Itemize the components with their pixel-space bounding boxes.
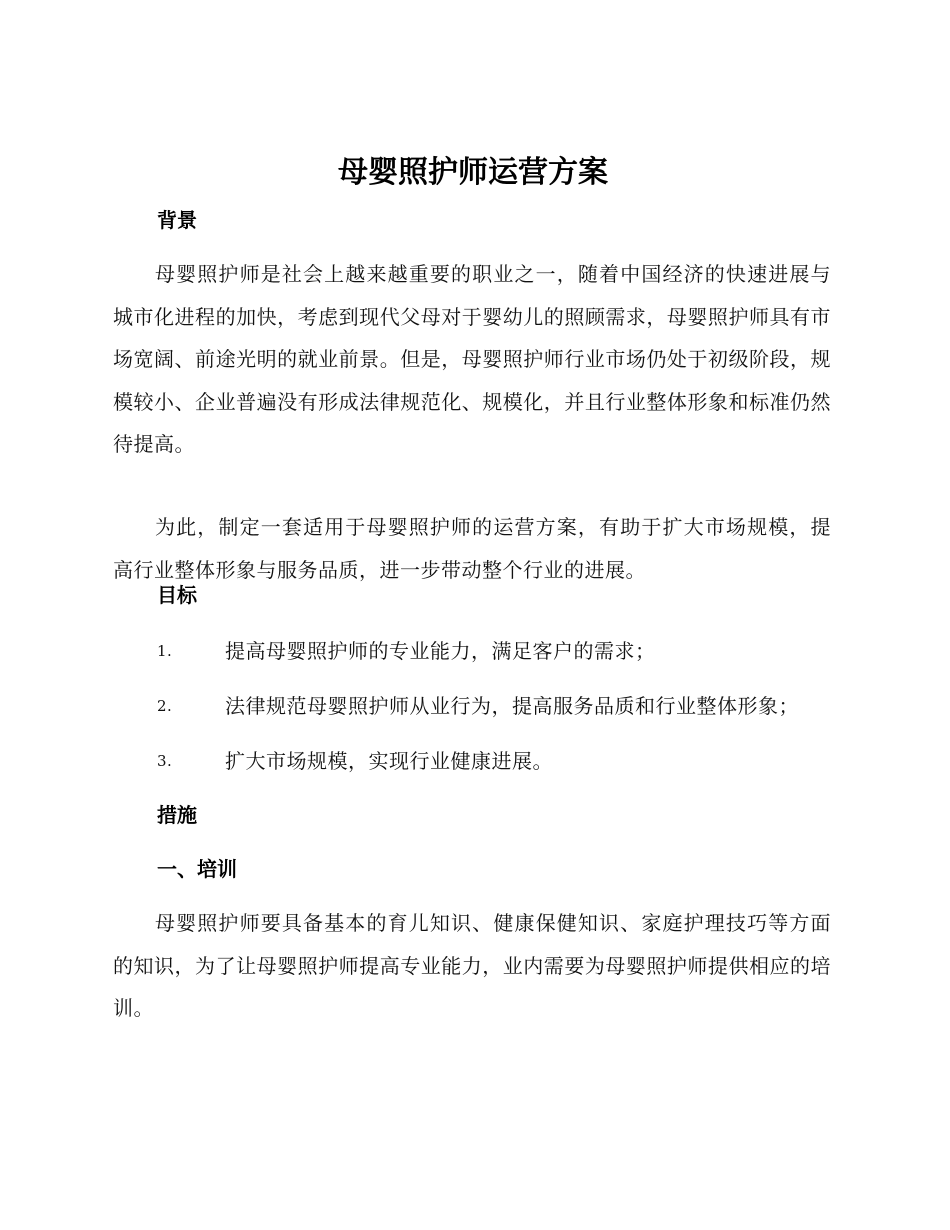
section-heading-background: 背景 — [157, 208, 197, 232]
subsection-heading-training: 一、培训 — [157, 857, 237, 881]
list-number: 2. — [157, 697, 173, 715]
training-paragraph-1: 母婴照护师要具备基本的育儿知识、健康保健知识、家庭护理技巧等方面的知识，为了让母婴照护师提高专业能力，业内需要为母婴照护师提供相应的培训。 — [113, 911, 831, 1020]
list-text: 提高母婴照护师的专业能力，满足客户的需求； — [225, 639, 656, 663]
background-paragraph-1: 母婴照护师是社会上越来越重要的职业之一，随着中国经济的快速进展与城市化进程的加快，考虑到现代父母对于婴幼儿的照顾需求，母婴照护师具有市场宽阔、前途光明的就业前景。但是，母婴照护师行业市场仍处于初级阶段，规模较小、企业普遍没有形成法律规范化、规模化，并且行业整体形象和标准仍然待提高。 — [113, 262, 831, 456]
background-paragraph-2: 为此，制定一套适用于母婴照护师的运营方案，有助于扩大市场规模，提高行业整体形象与服务品质，进一步带动整个行业的进展。 — [113, 515, 831, 582]
document-title: 母婴照护师运营方案 — [338, 155, 608, 190]
section-heading-measures: 措施 — [157, 803, 197, 827]
list-text: 法律规范母婴照护师从业行为，提高服务品质和行业整体形象； — [225, 694, 799, 718]
list-number: 3. — [157, 752, 173, 770]
list-number: 1. — [157, 642, 173, 660]
section-heading-goals: 目标 — [157, 583, 197, 607]
list-text: 扩大市场规模，实现行业健康进展。 — [225, 749, 553, 773]
